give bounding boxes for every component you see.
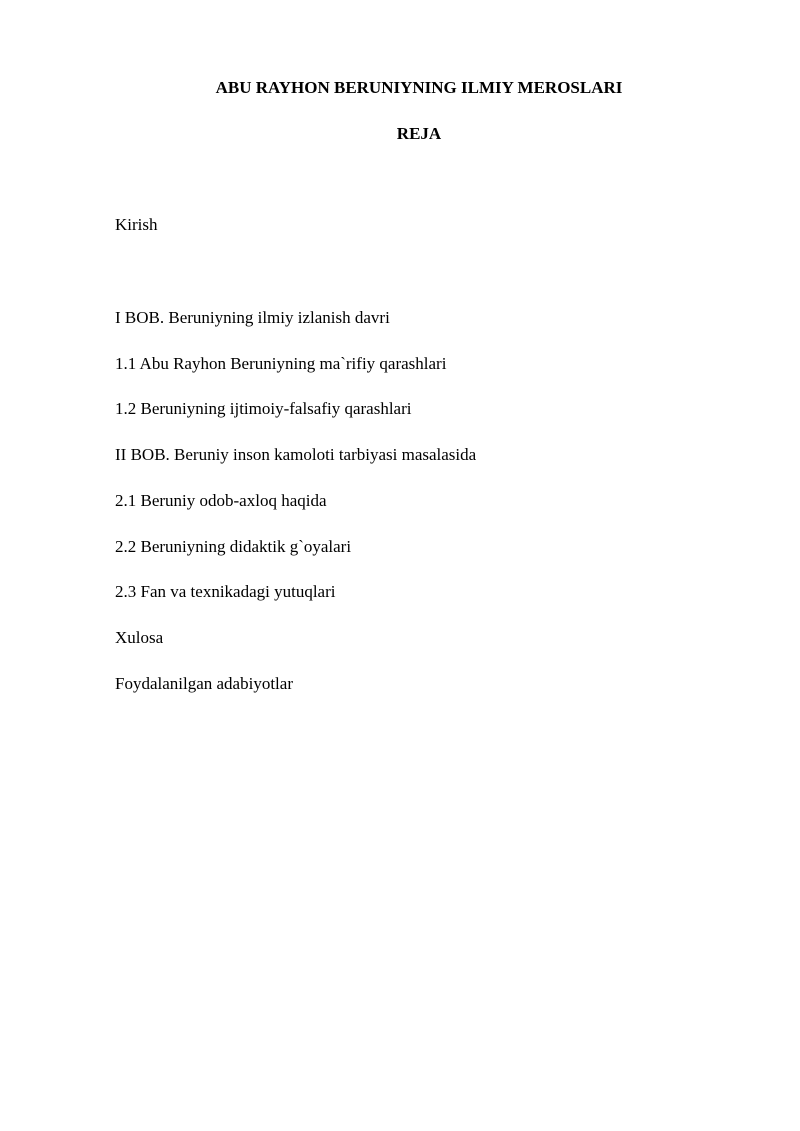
toc-item-introduction: Kirish: [115, 215, 158, 234]
toc-item-section-2-1: 2.1 Beruniy odob-axloq haqida: [115, 491, 327, 510]
toc-item-conclusion: Xulosa: [115, 628, 164, 647]
toc-item-references: Foydalanilgan adabiyotlar: [115, 674, 293, 693]
toc-item-section-2-3: 2.3 Fan va texnikadagi yutuqlari: [115, 582, 336, 601]
toc-item-chapter-1: I BOB. Beruniyning ilmiy izlanish davri: [115, 308, 390, 327]
toc-item-section-1-1: 1.1 Abu Rayhon Beruniyning ma`rifiy qarashlari: [115, 354, 447, 373]
toc-item-chapter-2: II BOB. Beruniy inson kamoloti tarbiyasi masalasida: [115, 445, 477, 464]
toc-item-section-1-2: 1.2 Beruniyning ijtimoiy-falsafiy qarashlari: [115, 399, 412, 418]
document-subtitle: REJA: [396, 124, 442, 143]
document-title: ABU RAYHON BERUNIYNING ILMIY MEROSLARI: [215, 78, 623, 97]
toc-item-section-2-2: 2.2 Beruniyning didaktik g`oyalari: [115, 537, 352, 556]
